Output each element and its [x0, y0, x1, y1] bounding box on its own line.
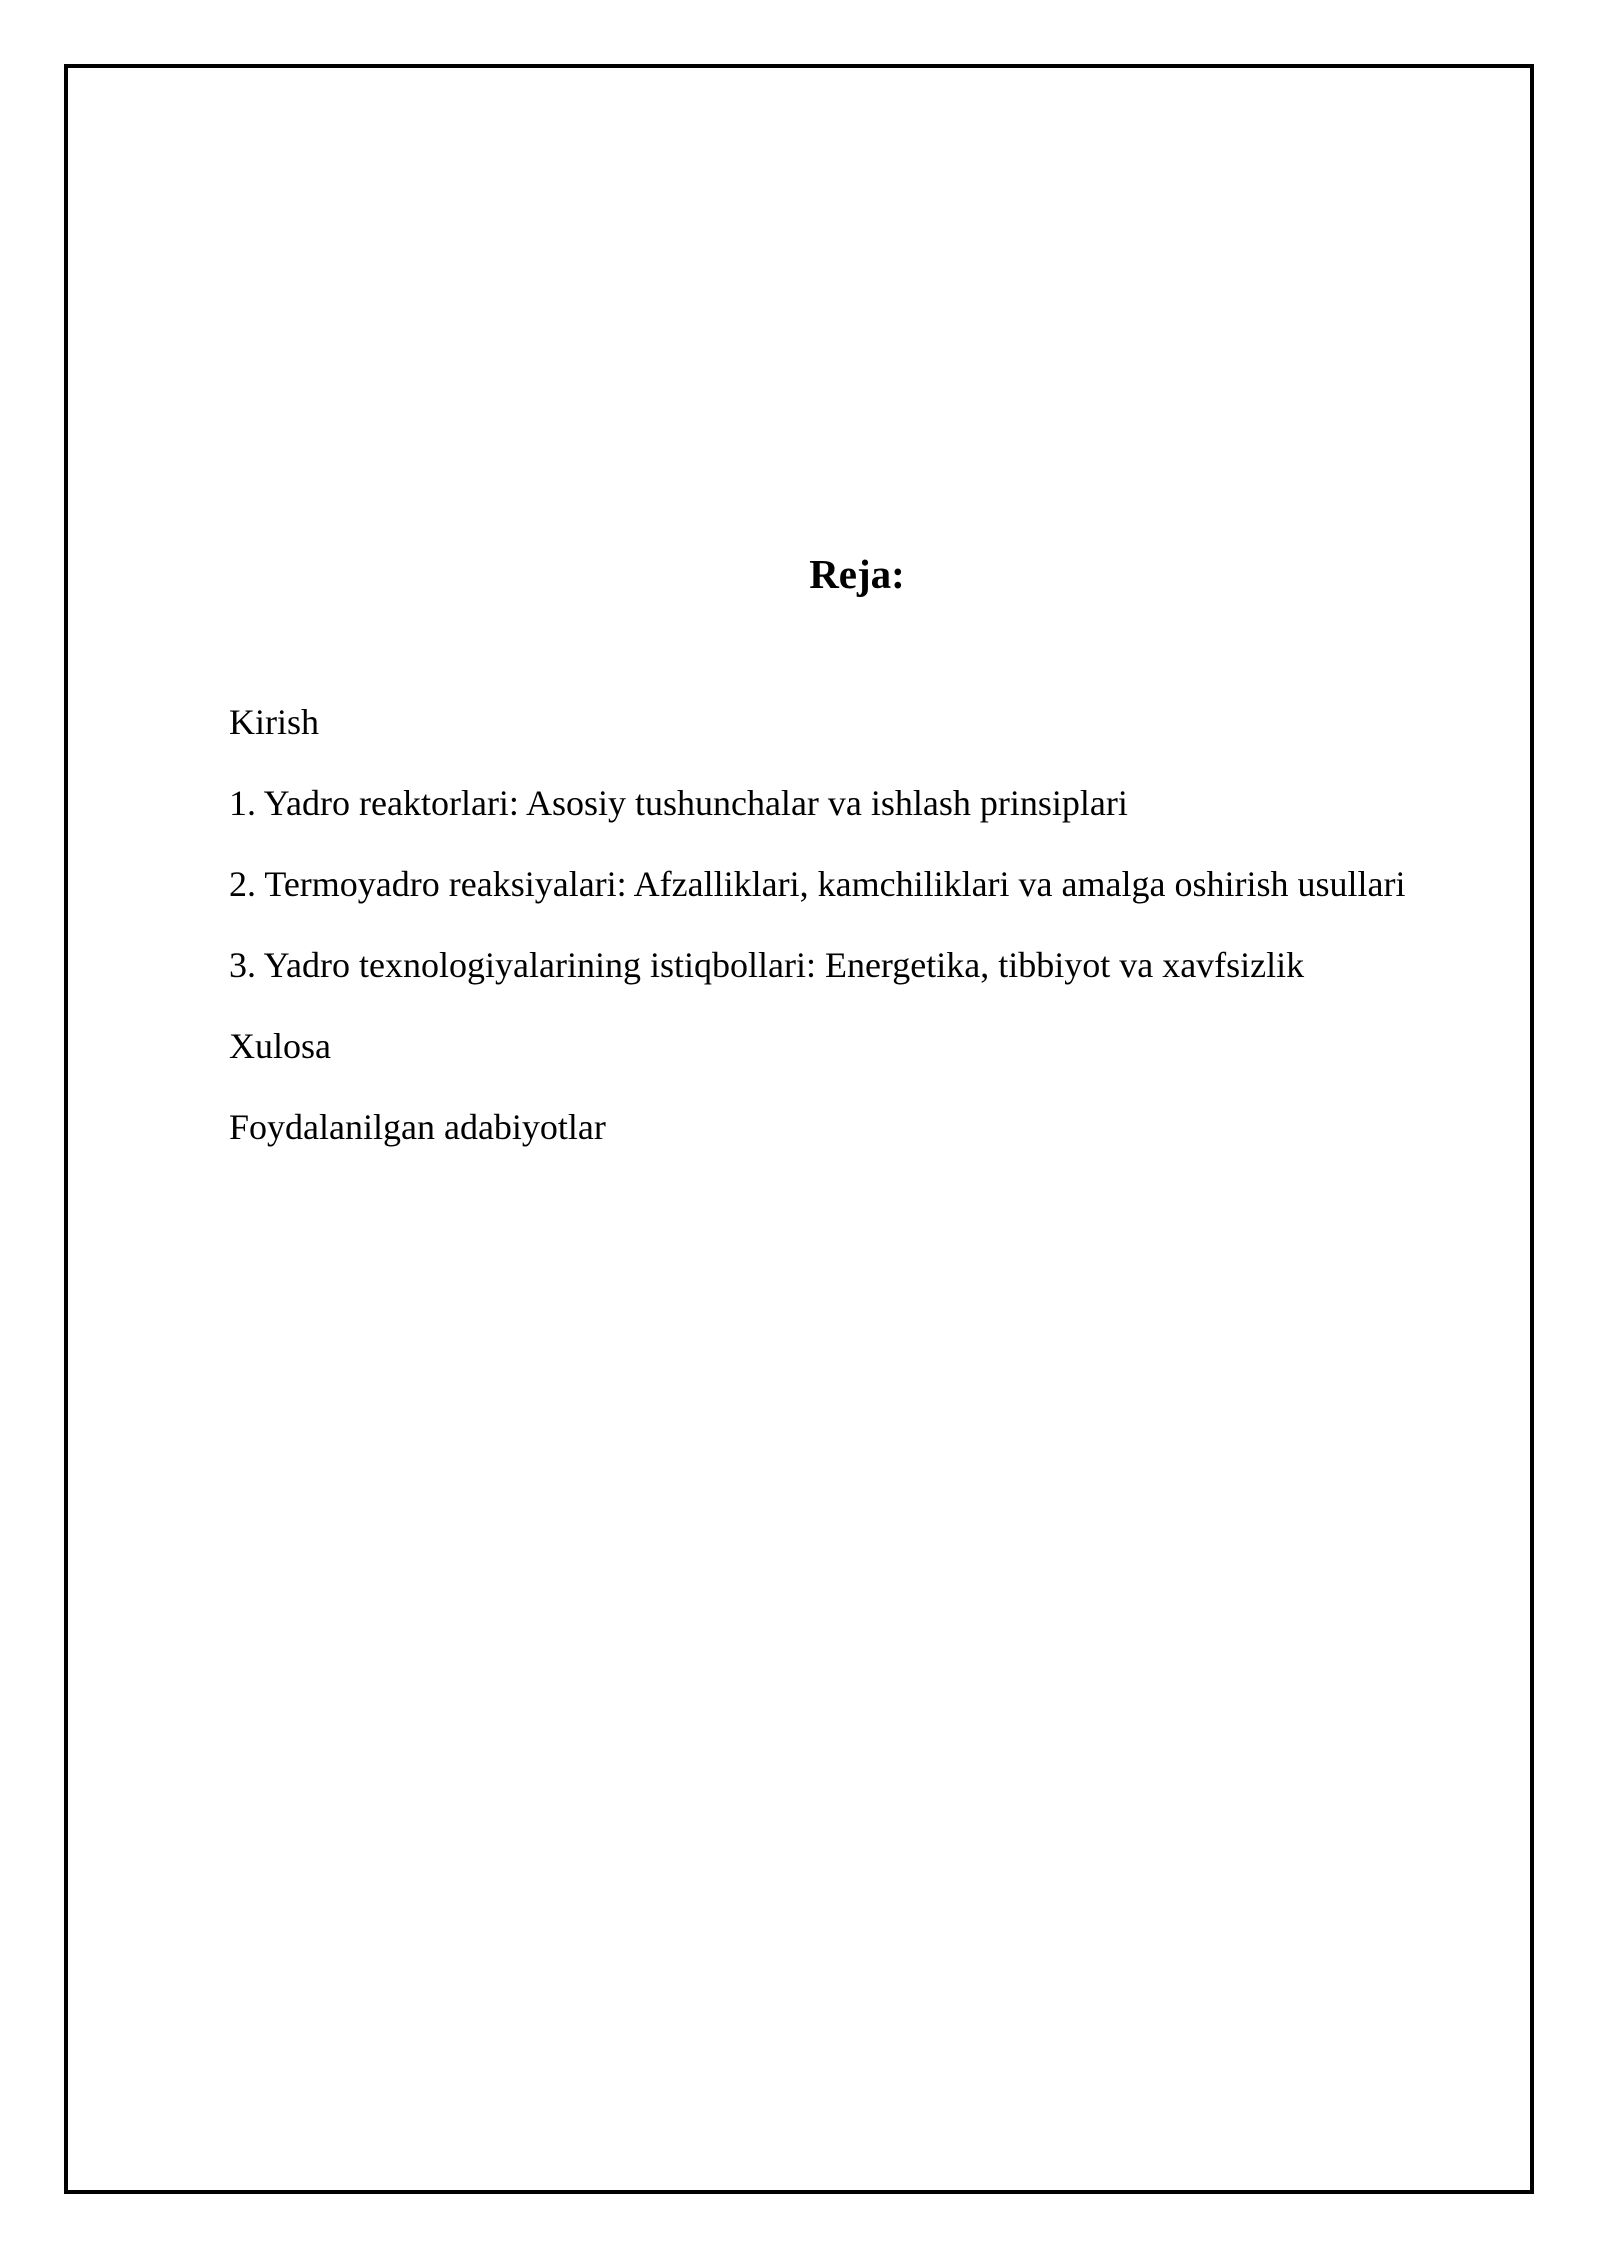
plan-title: Reja:	[809, 551, 905, 597]
plan-item-conclusion: Xulosa	[229, 1026, 331, 1066]
plan-item-introduction: Kirish	[229, 702, 319, 742]
plan-list	[229, 699, 1519, 1185]
plan-item-nuclear-reactors: 1. Yadro reaktorlari: Asosiy tushunchalar va ishlash prinsiplari	[229, 783, 1128, 823]
plan-item-nuclear-technology-prospects: 3. Yadro texnologiyalarining istiqbollari: Energetika, tibbiyot va xavfsizlik	[229, 945, 1305, 985]
plan-item-references: Foydalanilgan adabiyotlar	[229, 1107, 606, 1147]
plan-item-thermonuclear-reactions: 2. Termoyadro reaksiyalari: Afzalliklari, kamchiliklari va amalga oshirish usullari	[229, 864, 1406, 904]
